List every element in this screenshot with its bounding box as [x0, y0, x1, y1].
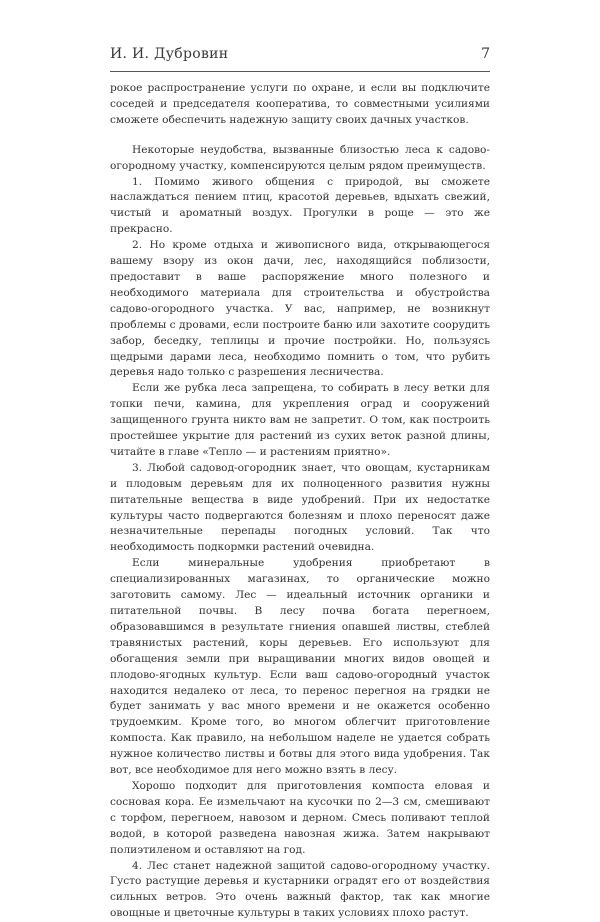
paragraph: Некоторые неудобства, вызванные близостью леса к садово-огородному участку, компенсируются целым рядом преимуществ.: [110, 143, 490, 175]
paragraph: Если же рубка леса запрещена, то собирать в лесу ветки для топки печи, камина, для укрепления оград и сооружений защищенного грунта никто вам не запретит. О том, как построить простейшее укрытие для растений из сухих веток разной длины, читайте в главе «Тепло — и растениям приятно».: [110, 381, 490, 461]
paragraph: 4. Лес станет надежной защитой садово-огородному участку. Густо растущие деревья и кустарники оградят его от воздействия сильных ветров. Это очень важный фактор, так как многие овощные и цветочные культуры в таких условиях плохо растут.: [110, 859, 490, 922]
paragraph: 1. Помимо живого общения с природой, вы сможете наслаждаться пением птиц, красотой деревьев, вдыхать свежий, чистый и ароматный воздух. Прогулки в роще — это же прекрасно.: [110, 175, 490, 239]
paragraph: рокое распространение услуги по охране, и если вы подключите соседей и председателя кооператива, то совместными усилиями сможете обеспечить надежную защиту своих дачных участков.: [110, 81, 490, 129]
paragraph: 2. Но кроме отдыха и живописного вида, открывающегося вашему взору из окон дачи, лес, находящийся поблизости, предоставит в ваше распоряжение много полезного и необходимого материала для строительства и обустройства садово-огородного участка. У вас, например, не возникнут проблемы с дровами, если построите баню или захотите соорудить забор, беседку, теплицы и прочие постройки. Но, пользуясь щедрыми дарами леса, необходимо помнить о том, что рубить деревья надо только с разрешения лесничества.: [110, 238, 490, 381]
page-number: 7: [481, 46, 490, 62]
paragraph: 3. Любой садовод-огородник знает, что овощам, кустарникам и плодовым деревьям для их полноценного развития нужны питательные вещества в виде удобрений. При их недостатке культуры часто подвергаются болезням и плохо переносят даже незначительные перепады погодных условий. Так что необходимость подкормки растений очевидна.: [110, 461, 490, 556]
author-name: И. И. Дубровин: [110, 46, 228, 62]
body-text: [110, 81, 490, 922]
running-header: [110, 46, 490, 66]
header-rule: [110, 71, 490, 72]
paragraph: Если минеральные удобрения приобретают в специализированных магазинах, то органические можно заготовить самому. Лес — идеальный источник органики и питательной почвы. В лесу почва богата перегноем, образовавшимся в результате гниения опавшей листвы, стеблей травянистых растений, коры деревьев. Его используют для обогащения земли при выращивании многих видов овощей и плодово-ягодных культур. Если ваш садово-огородный участок находится недалеко от леса, то перенос перегноя на грядки не будет занимать у вас много времени и не окажется особенно трудоемким. Кроме того, во многом облегчит приготовление компоста. Как правило, на небольшом наделе не удается собрать нужное количество листвы и ботвы для этого вида удобрения. Так вот, все необходимое для него можно взять в лесу.: [110, 556, 490, 779]
paragraph: Хорошо подходит для приготовления компоста еловая и сосновая кора. Ее измельчают на кусочки по 2—3 см, смешивают с торфом, перегноем, навозом и дерном. Смесь поливают теплой водой, в которой разведена навозная жижа. Затем накрывают полиэтиленом и оставляют на год.: [110, 779, 490, 859]
